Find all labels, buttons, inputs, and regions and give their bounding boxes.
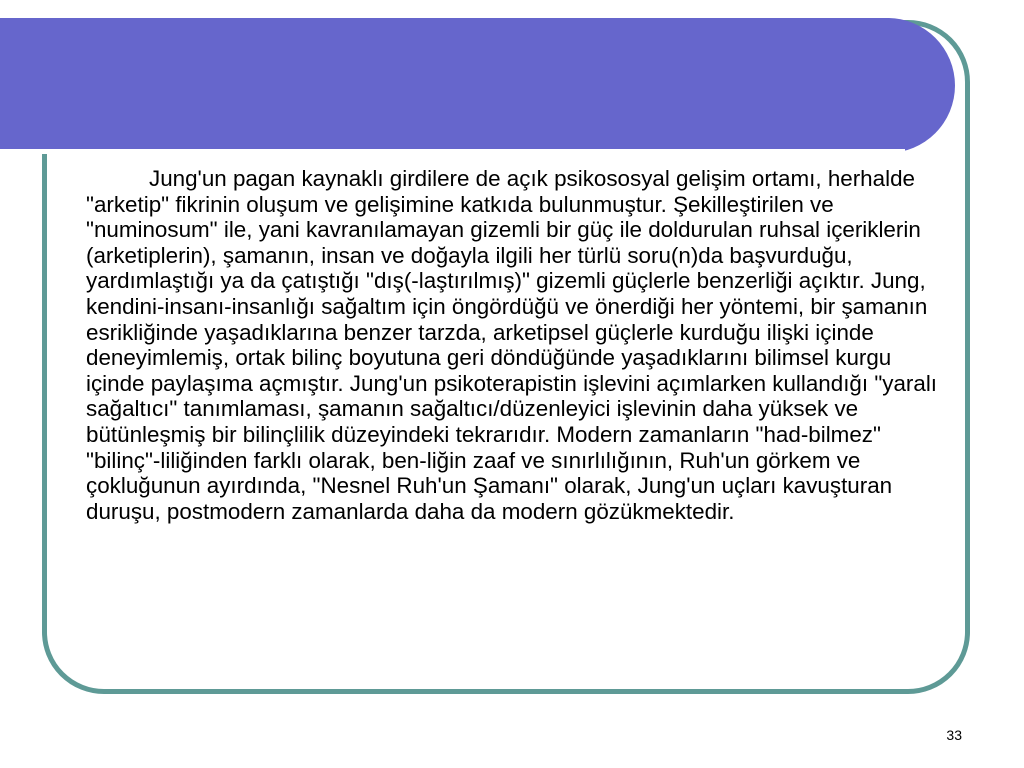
body-paragraph: Jung'un pagan kaynaklı girdilere de açık psikososyal gelişim ortamı, herhalde "arketip" fikrinin oluşum ve gelişimine katkıda bulunmuştur. Şekilleştirilen ve "numinosum" ile, yani kavranılamayan gizemli bir güç ile doldurulan ruhsal içeriklerin (arketiplerin), şamanın, insan ve doğayla ilgili her türlü soru(n)da başvurduğu, yardımlaştığı ya da çatıştığı "dış(-laştırılmış)" gizemli güçlerle benzerliği açıktır. Jung, kendini-insanı-insanlığı sağaltım için öngördüğü ve önerdiği her yöntemi, bir şamanın esrikliğinde yaşadıklarına benzer tarzda, arketipsel güçlerle kurduğu ilişki içinde deneyimlemiş, ortak bilinç boyutuna geri döndüğünde yaşadıklarını bilimsel kurgu içinde paylaşıma açmıştır. Jung'un psikoterapistin işlevini açımlarken kullandığı "yaralı sağaltıcı" tanımlaması, şamanın sağaltıcı/düzenleyici işlevinin daha yüksek ve bütünleşmiş bir bilinçlilik düzeyindeki tekrarıdır. Modern zamanların "had-bilmez" "bilinç"-liliğinden farklı olarak, ben-liğin zaaf ve sınırlılığının, Ruh'un görkem ve çokluğunun ayırdında, "Nesnel Ruh'un Şamanı" olarak, Jung'un uçları kavuşturan duruşu, postmodern zamanlarda daha da modern gözükmektedir. xyxy=(86,166,938,524)
title-underline xyxy=(0,149,905,154)
page-number: 33 xyxy=(946,727,962,743)
title-band xyxy=(0,18,955,153)
